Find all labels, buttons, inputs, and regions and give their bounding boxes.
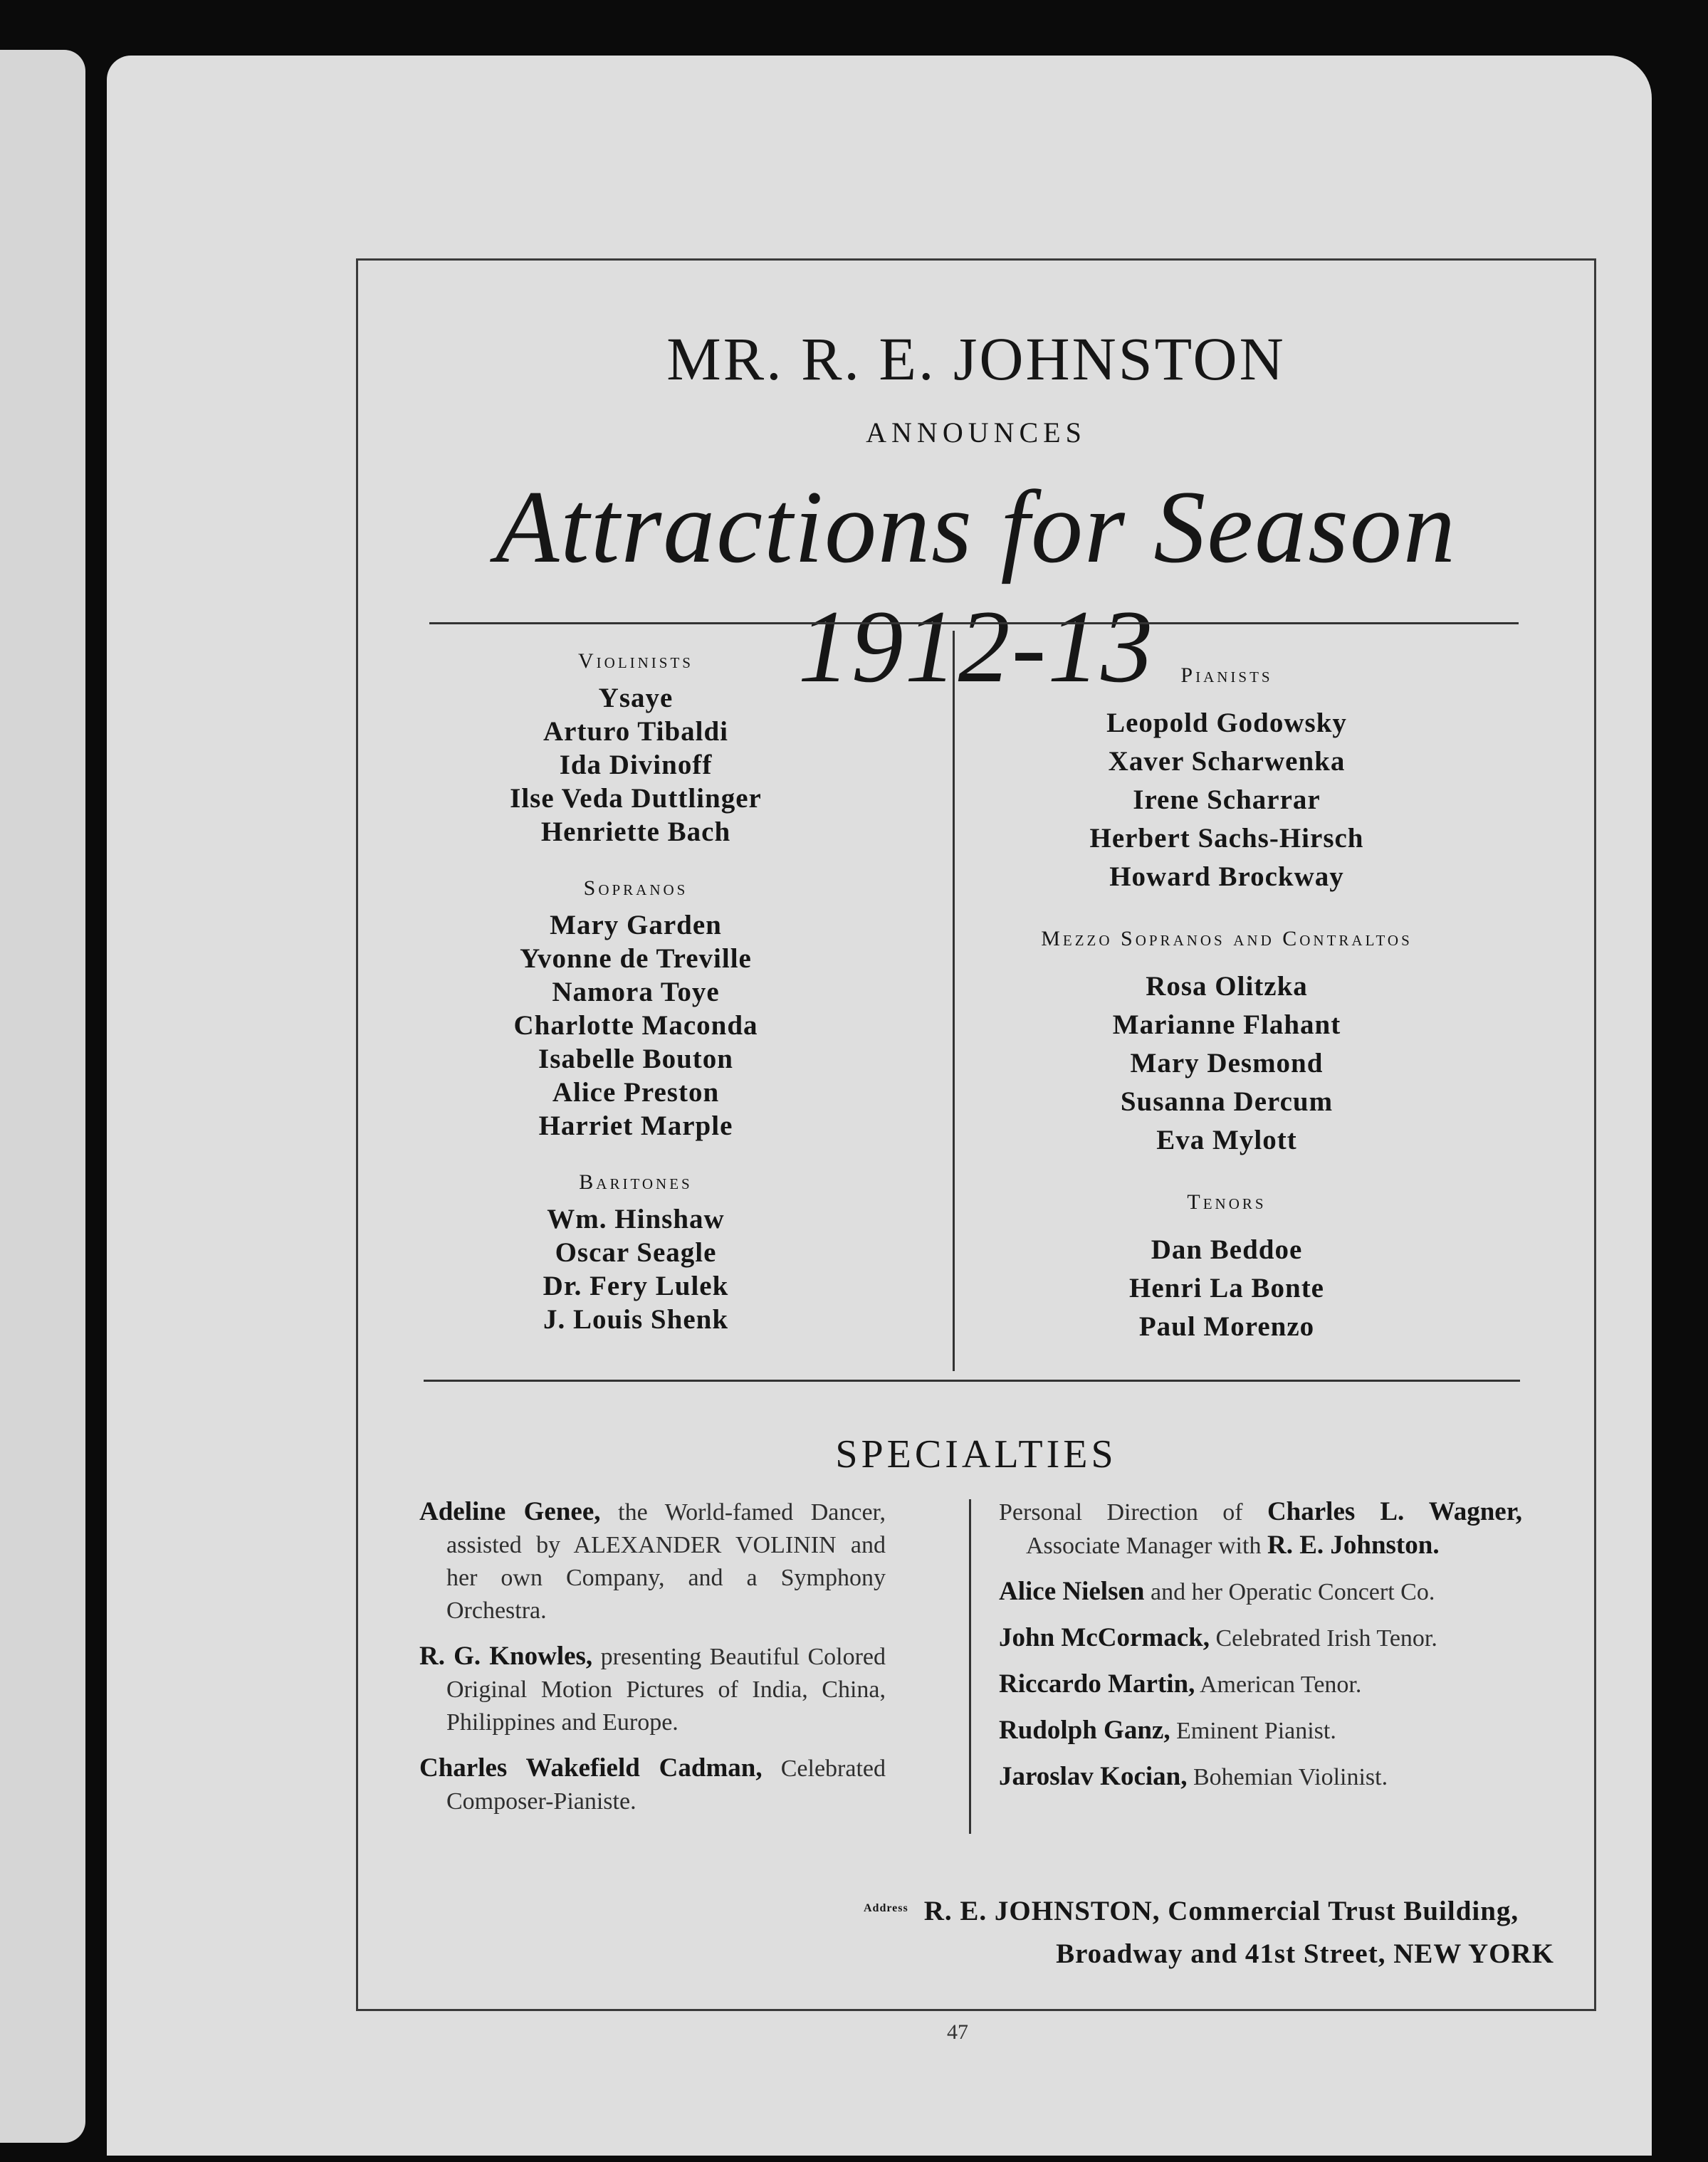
address-line-2: Broadway and 41st Street, NEW YORK: [1056, 1938, 1554, 1969]
address-label: Address: [864, 1902, 908, 1914]
group-mezzo-contraltos: [949, 926, 1504, 1160]
specialty-name: Jaroslav Kocian,: [999, 1762, 1188, 1791]
artist-name: Yvonne de Treville: [520, 943, 752, 974]
specialty-name: R. E. Johnston.: [1267, 1531, 1440, 1560]
category-label: Mezzo Sopranos and Contraltos: [1041, 927, 1413, 950]
season-heading: Attractions for Season 1912-13: [496, 469, 1457, 704]
specialty-entry: [999, 1496, 1522, 1563]
specialty-name: Rudolph Ganz,: [999, 1716, 1170, 1745]
artist-name: Harriet Marple: [538, 1111, 733, 1141]
specialties-divider: [969, 1499, 971, 1834]
specialty-entry: [999, 1760, 1522, 1794]
specialty-entry: [999, 1575, 1522, 1609]
specialty-description: and her Operatic Concert Co.: [1150, 1579, 1435, 1605]
artist-name: Henri La Bonte: [1129, 1273, 1324, 1303]
specialty-entry: [999, 1668, 1522, 1701]
specialty-name: Charles L. Wagner,: [1267, 1497, 1522, 1526]
specialty-name: Adeline Genee,: [419, 1497, 601, 1526]
specialty-entry: [419, 1752, 886, 1818]
direction-prefix: Personal Direction of: [999, 1499, 1243, 1526]
specialty-name: R. G. Knowles,: [419, 1642, 593, 1671]
page-number: 47: [947, 2020, 968, 2044]
artist-name: Ida Divinoff: [559, 750, 713, 780]
specialty-entry: [999, 1714, 1522, 1748]
group-pianists: [949, 663, 1504, 896]
artist-name: Marianne Flahant: [1112, 1009, 1341, 1040]
artist-name: Oscar Seagle: [555, 1237, 717, 1268]
artist-name: J. Louis Shenk: [543, 1304, 729, 1335]
artist-name: Paul Morenzo: [1138, 1311, 1315, 1342]
specialties-heading: SPECIALTIES: [835, 1432, 1117, 1476]
address-line-1-text: R. E. JOHNSTON, Commercial Trust Building,: [923, 1896, 1519, 1926]
announces-line: ANNOUNCES: [866, 416, 1086, 448]
artist-name: Arturo Tibaldi: [543, 716, 728, 747]
artists-left-column: [415, 649, 856, 1363]
artist-name: Howard Brockway: [1109, 861, 1344, 892]
specialty-description: presenting Beautiful Colored Original Motion Pictures of India, China, Philippines and Europe.: [446, 1644, 886, 1736]
artist-name: Dr. Fery Lulek: [543, 1271, 729, 1301]
specialty-entry: [419, 1640, 886, 1739]
specialty-name: Charles Wakefield Cadman,: [419, 1753, 763, 1783]
artist-name: Alice Preston: [552, 1077, 720, 1108]
specialty-name: Alice Nielsen: [999, 1577, 1145, 1606]
specialty-description: Celebrated Composer-Pianiste.: [446, 1756, 886, 1815]
category-label: Baritones: [579, 1170, 693, 1194]
announcement-title: MR. R. E. JOHNSTON: [666, 325, 1286, 393]
artist-name: Susanna Dercum: [1120, 1086, 1334, 1117]
middle-divider: [424, 1380, 1520, 1382]
specialties-left: [419, 1496, 886, 1831]
artists-right-column: [949, 663, 1504, 1376]
address-block: [614, 1887, 1554, 1975]
specialty-name: John McCormack,: [999, 1623, 1210, 1652]
specialty-entry: [419, 1496, 886, 1627]
specialty-description: Celebrated Irish Tenor.: [1215, 1625, 1437, 1652]
page: [107, 56, 1652, 2156]
artist-name: Isabelle Bouton: [538, 1044, 733, 1074]
group-baritones: [415, 1170, 856, 1336]
specialty-description: Eminent Pianist.: [1176, 1718, 1336, 1744]
specialties-right: [999, 1496, 1522, 1807]
artist-name: Henriette Bach: [540, 817, 731, 847]
artist-name: Ysaye: [598, 683, 674, 713]
artist-name: Charlotte Maconda: [513, 1010, 758, 1041]
group-tenors: [949, 1190, 1504, 1346]
address-line-1: [614, 1887, 1540, 1933]
artist-name: Mary Desmond: [1130, 1048, 1324, 1079]
announcement-frame: [356, 258, 1596, 2011]
artist-name: Leopold Godowsky: [1106, 708, 1347, 738]
artist-name: Eva Mylott: [1156, 1125, 1297, 1155]
artist-name: Herbert Sachs-Hirsch: [1089, 823, 1364, 854]
specialty-description: American Tenor.: [1200, 1672, 1362, 1698]
artist-name: Mary Garden: [550, 910, 722, 940]
group-sopranos: [415, 876, 856, 1143]
top-divider: [429, 622, 1519, 624]
artist-name: Xaver Scharwenka: [1108, 746, 1346, 777]
specialty-entry: [999, 1622, 1522, 1655]
artist-name: Rosa Olitzka: [1146, 971, 1308, 1002]
artist-name: Irene Scharrar: [1133, 784, 1321, 815]
facing-page-edge: [0, 50, 85, 2143]
direction-middle: Associate Manager with: [1026, 1533, 1262, 1559]
artist-name: Ilse Veda Duttlinger: [510, 783, 762, 814]
category-label: Violinists: [578, 649, 693, 673]
category-label: Pianists: [1180, 663, 1273, 687]
group-violinists: [415, 649, 856, 849]
specialty-name: Riccardo Martin,: [999, 1669, 1195, 1699]
category-label: Sopranos: [583, 876, 688, 900]
artist-name: Namora Toye: [552, 977, 720, 1007]
specialty-description: Bohemian Violinist.: [1193, 1764, 1388, 1790]
specialty-description: the World-famed Dancer, assisted by ALEXANDER VOLININ and her own Company, and a Symphony Orchestra.: [446, 1499, 886, 1624]
artist-name: Wm. Hinshaw: [547, 1204, 725, 1234]
artist-name: Dan Beddoe: [1151, 1234, 1303, 1265]
category-label: Tenors: [1187, 1190, 1267, 1214]
